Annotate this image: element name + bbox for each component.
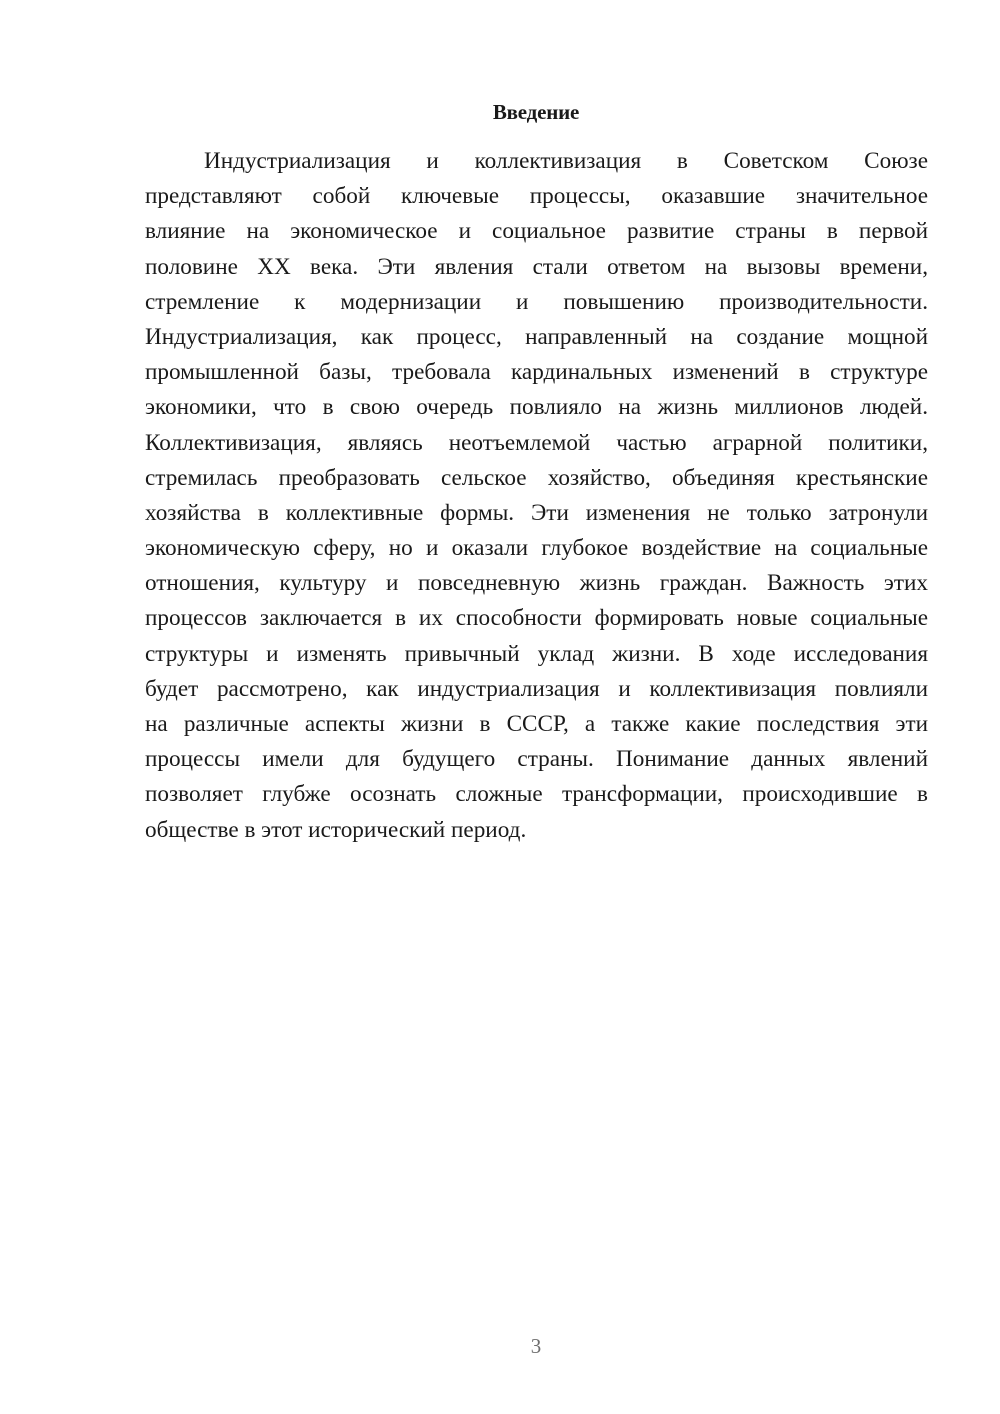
paragraph-line: структуры и изменять привычный уклад жизни. В ходе исследования bbox=[145, 640, 928, 667]
paragraph-line: влияние на экономическое и социальное развитие страны в первой bbox=[145, 218, 928, 245]
paragraph-line: представляют собой ключевые процессы, оказавшие значительное bbox=[145, 183, 928, 210]
paragraph-line: будет рассмотрено, как индустриализация и коллективизация повлияли bbox=[145, 675, 928, 702]
paragraph-line: половине XX века. Эти явления стали ответом на вызовы времени, bbox=[145, 253, 928, 280]
paragraph-line: экономическую сферу, но и оказали глубокое воздействие на социальные bbox=[145, 535, 928, 562]
section-heading: Введение bbox=[492, 100, 580, 124]
paragraph-line: на различные аспекты жизни в СССР, а также какие последствия эти bbox=[145, 711, 928, 737]
body-paragraph bbox=[145, 144, 928, 848]
paragraph-line: промышленной базы, требовала кардинальных изменений в структуре bbox=[145, 359, 928, 386]
paragraph-line: стремилась преобразовать сельское хозяйство, объединяя крестьянские bbox=[145, 464, 928, 491]
paragraph-line: Индустриализация и коллективизация в Советском Союзе bbox=[204, 148, 928, 174]
paragraph-line: Индустриализация, как процесс, направленный на создание мощной bbox=[145, 323, 928, 350]
paragraph-line: обществе в этот исторический период. bbox=[145, 816, 527, 843]
paragraph-line: процессов заключается в их способности формировать новые социальные bbox=[145, 605, 928, 632]
paragraph-line: экономики, что в свою очередь повлияло на жизнь миллионов людей. bbox=[145, 394, 928, 421]
paragraph-line: Коллективизация, являясь неотъемлемой частью аграрной политики, bbox=[145, 429, 928, 456]
paragraph-line: отношения, культуру и повседневную жизнь граждан. Важность этих bbox=[145, 570, 928, 597]
paragraph-line: стремление к модернизации и повышению производительности. bbox=[145, 288, 928, 315]
paragraph-line: хозяйства в коллективные формы. Эти изменения не только затронули bbox=[145, 499, 928, 526]
paragraph-line: процессы имели для будущего страны. Понимание данных явлений bbox=[145, 746, 928, 773]
paragraph-line: позволяет глубже осознать сложные трансформации, происходившие в bbox=[145, 781, 928, 808]
page-number: 3 bbox=[530, 1334, 542, 1358]
